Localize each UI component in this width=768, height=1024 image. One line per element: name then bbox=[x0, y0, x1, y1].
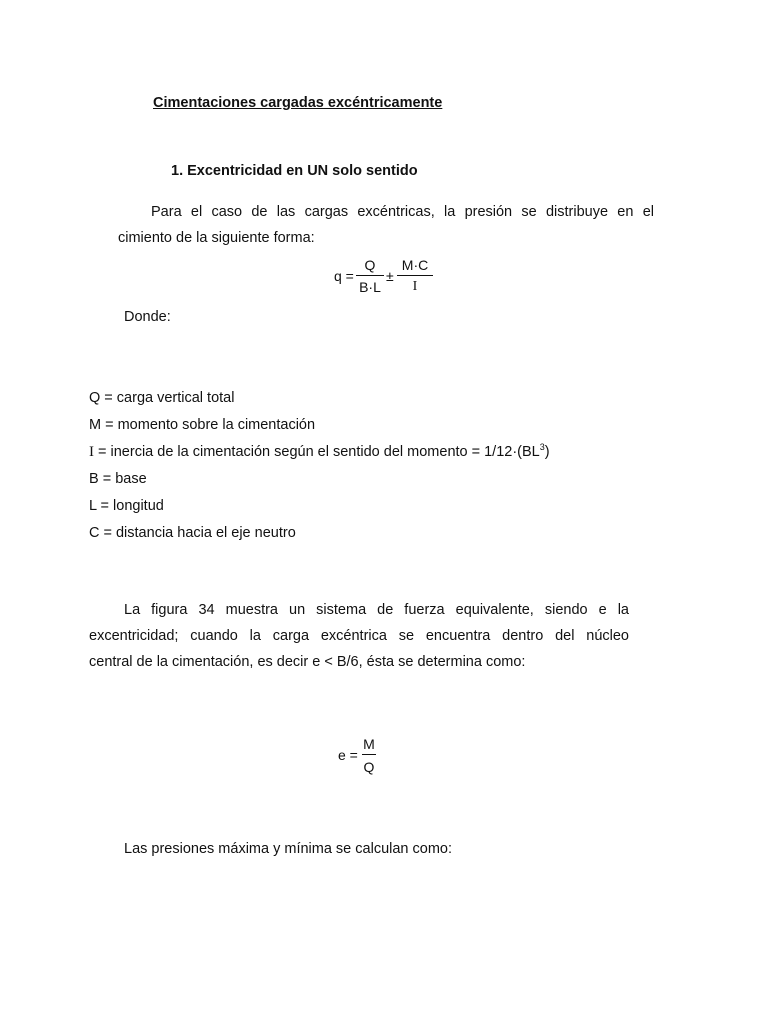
eccentricity-equation bbox=[338, 735, 398, 779]
fraction-load-over-area bbox=[356, 256, 384, 296]
paragraph-line: La figura 34 muestra un sistema de fuerza equivalente, siendo e la bbox=[124, 602, 629, 618]
plus-minus-operator: ± bbox=[386, 268, 394, 284]
definition-b: B = base bbox=[89, 471, 147, 487]
fraction-denominator: I bbox=[412, 279, 418, 294]
section-heading: 1. Excentricidad en UN solo sentido bbox=[171, 163, 418, 179]
fraction-moment-term bbox=[397, 256, 433, 296]
fraction-denominator: B·L bbox=[359, 279, 381, 295]
pressure-intro-text: Las presiones máxima y mínima se calculan como: bbox=[124, 841, 452, 857]
exponent: 3 bbox=[539, 442, 545, 452]
fraction-moment-over-load bbox=[362, 735, 376, 775]
variable-definitions bbox=[89, 389, 550, 551]
inertia-symbol: I bbox=[89, 444, 94, 460]
definition-q: Q = carga vertical total bbox=[89, 390, 235, 406]
equation-lhs: q = bbox=[334, 268, 354, 284]
equation-lhs: e = bbox=[338, 747, 358, 763]
definition-text: = inercia de la cimentación según el sentido del momento = 1/12·(BL bbox=[94, 444, 540, 460]
pressure-equation bbox=[334, 256, 444, 300]
fraction-denominator: Q bbox=[363, 759, 375, 775]
definition-tail: ) bbox=[544, 444, 550, 460]
donde-label: Donde: bbox=[124, 309, 171, 325]
definition-m: M = momento sobre la cimentación bbox=[89, 417, 316, 433]
definition-c: C = distancia hacia el eje neutro bbox=[89, 525, 296, 541]
paragraph-line: cimiento de la siguiente forma: bbox=[118, 230, 315, 246]
fraction-numerator: Q bbox=[364, 257, 376, 273]
paragraph-line: Para el caso de las cargas excéntricas, la presión se distribuye en el bbox=[151, 204, 654, 220]
document-title: Cimentaciones cargadas excéntricamente bbox=[153, 95, 443, 111]
paragraph-pressure-distribution bbox=[118, 199, 654, 251]
fraction-numerator: M bbox=[363, 736, 375, 752]
definition-i bbox=[89, 443, 550, 470]
fraction-numerator: M·C bbox=[401, 257, 429, 273]
paragraph-line: central de la cimentación, es decir e < B/6, ésta se determina como: bbox=[89, 654, 526, 670]
paragraph-line: excentricidad; cuando la carga excéntrica se encuentra dentro del núcleo bbox=[89, 628, 629, 644]
paragraph-eccentricity bbox=[89, 597, 629, 675]
definition-l: L = longitud bbox=[89, 498, 164, 514]
